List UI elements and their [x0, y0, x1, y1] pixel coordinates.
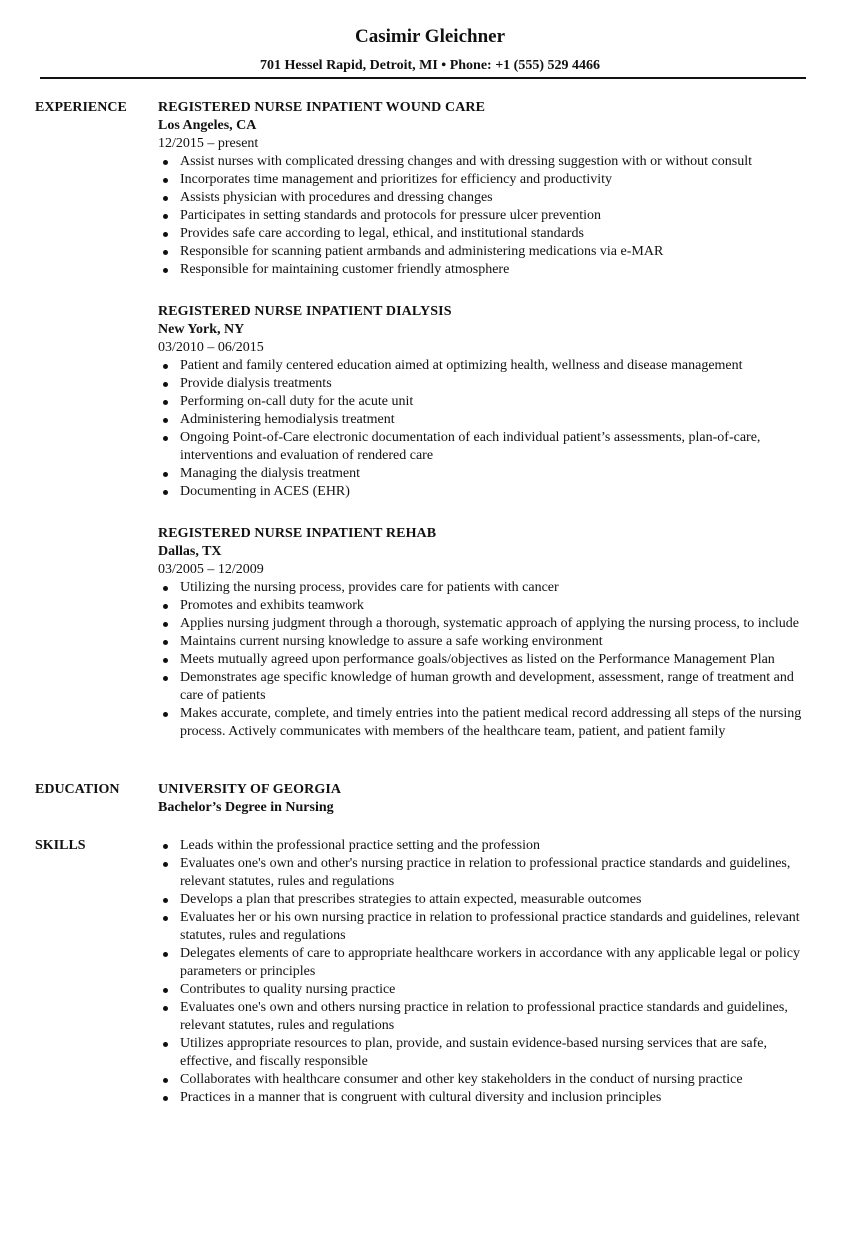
list-item: Delegates elements of care to appropriate healthcare workers in accordance with any applicable legal or policy parameters or principles	[180, 945, 818, 981]
list-item: Participates in setting standards and protocols for pressure ulcer prevention	[180, 207, 818, 225]
job-bullet-list	[158, 357, 818, 501]
job-bullet-list	[158, 579, 818, 741]
section-heading-education: EDUCATION	[35, 782, 120, 797]
list-item: Provides safe care according to legal, ethical, and institutional standards	[180, 225, 818, 243]
list-item: Ongoing Point-of-Care electronic documentation of each individual patient’s assessments, plan-of-care, interventions and evaluation of rendered care	[180, 429, 818, 465]
list-item: Promotes and exhibits teamwork	[180, 597, 818, 615]
job-title: REGISTERED NURSE INPATIENT REHAB	[158, 526, 437, 541]
list-item: Evaluates one's own and other's nursing practice in relation to professional practice standards and guidelines, relevant statutes, rules and regulations	[180, 855, 818, 891]
list-item: Responsible for maintaining customer friendly atmosphere	[180, 261, 818, 279]
resume-header	[0, 0, 860, 75]
job-location: Los Angeles, CA	[158, 118, 257, 133]
experience-body	[158, 99, 818, 741]
list-item: Evaluates her or his own nursing practice in relation to professional practice standards and guidelines, relevant statutes, rules and regulations	[180, 909, 818, 945]
list-item: Incorporates time management and prioritizes for efficiency and productivity	[180, 171, 818, 189]
list-item: Administering hemodialysis treatment	[180, 411, 818, 429]
header-divider	[40, 77, 806, 79]
list-item: Assist nurses with complicated dressing changes and with dressing suggestion with or without consult	[180, 153, 818, 171]
list-item: Evaluates one's own and others nursing practice in relation to professional practice standards and guidelines, relevant statutes, rules and regulations	[180, 999, 818, 1035]
job-entry	[158, 303, 818, 501]
list-item: Utilizing the nursing process, provides care for patients with cancer	[180, 579, 818, 597]
section-heading-experience: EXPERIENCE	[35, 100, 127, 115]
job-location: New York, NY	[158, 322, 245, 337]
list-item: Applies nursing judgment through a thorough, systematic approach of applying the nursing process, to include	[180, 615, 818, 633]
skills-body	[158, 837, 818, 1107]
school-name: UNIVERSITY OF GEORGIA	[158, 782, 342, 797]
job-title: REGISTERED NURSE INPATIENT WOUND CARE	[158, 100, 486, 115]
job-location: Dallas, TX	[158, 544, 222, 559]
list-item: Meets mutually agreed upon performance goals/objectives as listed on the Performance Management Plan	[180, 651, 818, 669]
job-entry	[158, 525, 818, 741]
list-item: Managing the dialysis treatment	[180, 465, 818, 483]
list-item: Provide dialysis treatments	[180, 375, 818, 393]
job-dates: 12/2015 – present	[158, 136, 259, 151]
section-heading-skills: SKILLS	[35, 838, 86, 853]
list-item: Documenting in ACES (EHR)	[180, 483, 818, 501]
list-item: Contributes to quality nursing practice	[180, 981, 818, 999]
list-item: Collaborates with healthcare consumer and other key stakeholders in the conduct of nursing practice	[180, 1071, 818, 1089]
list-item: Maintains current nursing knowledge to assure a safe working environment	[180, 633, 818, 651]
education-body	[158, 781, 818, 817]
job-dates: 03/2010 – 06/2015	[158, 340, 264, 355]
candidate-name: Casimir Gleichner	[354, 26, 506, 47]
job-entry	[158, 99, 818, 279]
list-item: Leads within the professional practice setting and the profession	[180, 837, 818, 855]
list-item: Utilizes appropriate resources to plan, provide, and sustain evidence-based nursing services that are safe, effective, and fiscally responsible	[180, 1035, 818, 1071]
skills-list	[158, 837, 818, 1107]
list-item: Makes accurate, complete, and timely entries into the patient medical record addressing all steps of the nursing process. Actively communicates with members of the healthcare team, patient, and patient family	[180, 705, 818, 741]
degree: Bachelor’s Degree in Nursing	[158, 800, 334, 815]
job-bullet-list	[158, 153, 818, 279]
list-item: Practices in a manner that is congruent with cultural diversity and inclusion principles	[180, 1089, 818, 1107]
list-item: Assists physician with procedures and dressing changes	[180, 189, 818, 207]
contact-line: 701 Hessel Rapid, Detroit, MI • Phone: +1 (555) 529 4466	[259, 58, 601, 73]
job-title: REGISTERED NURSE INPATIENT DIALYSIS	[158, 304, 452, 319]
list-item: Patient and family centered education aimed at optimizing health, wellness and disease management	[180, 357, 818, 375]
list-item: Develops a plan that prescribes strategies to attain expected, measurable outcomes	[180, 891, 818, 909]
job-dates: 03/2005 – 12/2009	[158, 562, 264, 577]
list-item: Responsible for scanning patient armbands and administering medications via e-MAR	[180, 243, 818, 261]
list-item: Performing on-call duty for the acute unit	[180, 393, 818, 411]
list-item: Demonstrates age specific knowledge of human growth and development, assessment, range of treatment and care of patients	[180, 669, 818, 705]
